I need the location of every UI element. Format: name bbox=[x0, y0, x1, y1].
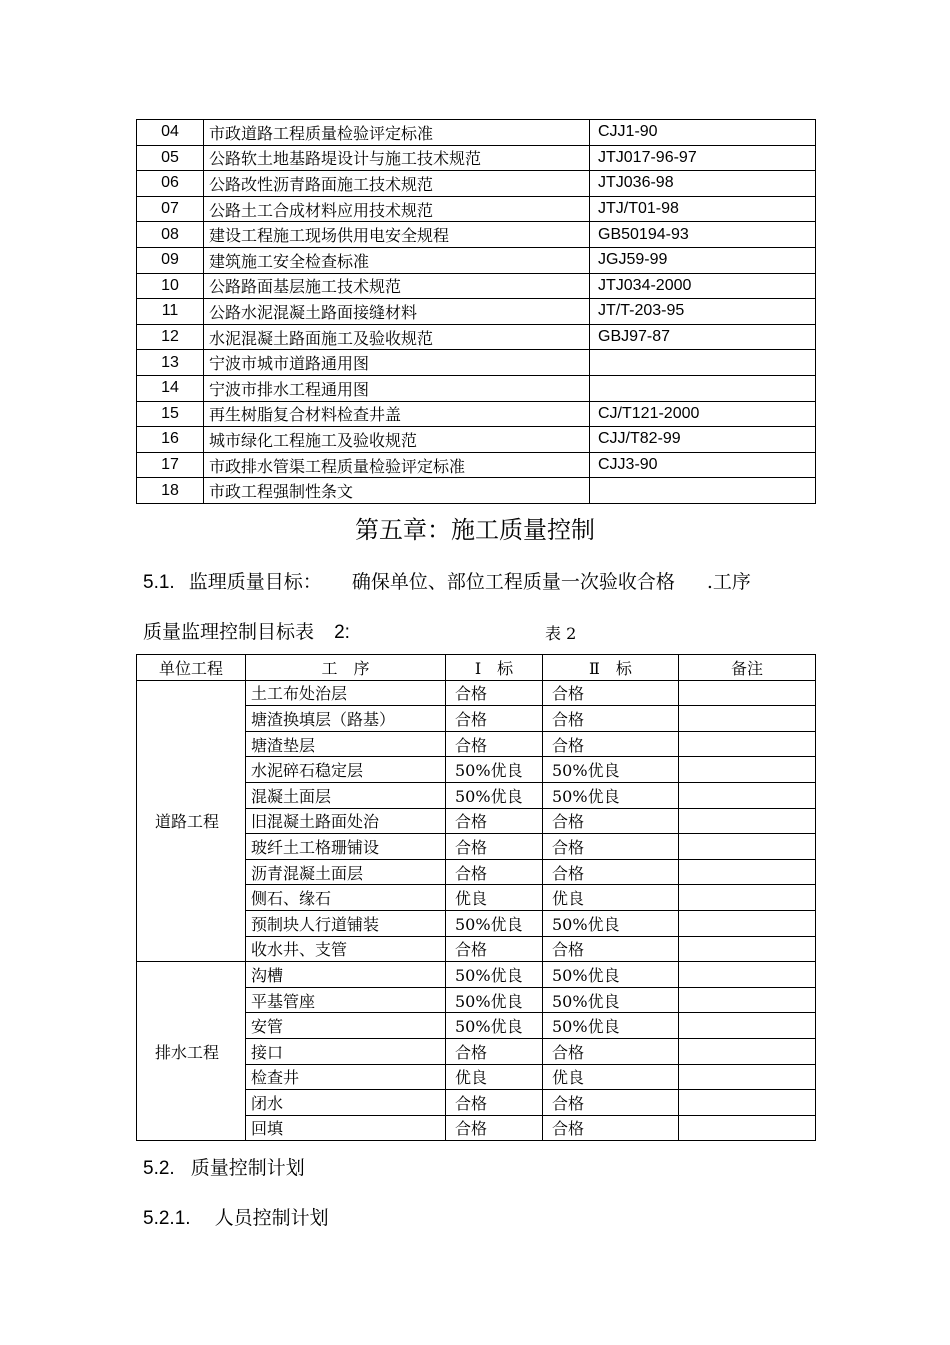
standard-name: 公路水泥混凝土路面接缝材料 bbox=[204, 299, 590, 325]
remark-cell bbox=[679, 936, 816, 962]
grade-1-cell: 合格 bbox=[446, 731, 543, 757]
quality-goal-table-body bbox=[137, 680, 816, 1141]
standard-code bbox=[590, 375, 816, 401]
standard-code bbox=[590, 350, 816, 376]
table-row bbox=[137, 962, 816, 988]
grade-2-cell: 合格 bbox=[543, 680, 679, 706]
remark-cell bbox=[679, 782, 816, 808]
process-cell: 沥青混凝土面层 bbox=[246, 859, 446, 885]
process-cell: 闭水 bbox=[246, 1090, 446, 1116]
table-row bbox=[137, 273, 816, 299]
row-number: 13 bbox=[137, 350, 204, 376]
table-row bbox=[137, 299, 816, 325]
unit-project-cell: 道路工程 bbox=[137, 680, 246, 962]
table-row bbox=[137, 247, 816, 273]
table-row bbox=[137, 120, 816, 146]
grade-1-cell: 合格 bbox=[446, 706, 543, 732]
table-row bbox=[137, 375, 816, 401]
process-cell: 接口 bbox=[246, 1038, 446, 1064]
grade-2-cell: 50%优良 bbox=[543, 1013, 679, 1039]
grade-2-cell: 优良 bbox=[543, 885, 679, 911]
grade-2-cell: 50%优良 bbox=[543, 757, 679, 783]
grade-1-cell: 合格 bbox=[446, 1115, 543, 1141]
row-number: 10 bbox=[137, 273, 204, 299]
header-grade-1: Ⅰ 标 bbox=[446, 655, 543, 681]
grade-1-cell: 合格 bbox=[446, 859, 543, 885]
section-text: 确保单位、部位工程质量一次验收合格 bbox=[351, 571, 675, 593]
remark-cell bbox=[679, 1038, 816, 1064]
standard-code: JTJ017-96-97 bbox=[590, 145, 816, 171]
standard-name: 建筑施工安全检查标准 bbox=[204, 247, 590, 273]
header-grade-2: Ⅱ 标 bbox=[543, 655, 679, 681]
row-number: 08 bbox=[137, 222, 204, 248]
grade-2-cell: 50%优良 bbox=[543, 782, 679, 808]
process-cell: 混凝土面层 bbox=[246, 782, 446, 808]
standard-code: JGJ59-99 bbox=[590, 247, 816, 273]
process-cell: 旧混凝土路面处治 bbox=[246, 808, 446, 834]
grade-2-cell: 合格 bbox=[543, 706, 679, 732]
chapter-title: 第五章：施工质量控制 bbox=[355, 516, 595, 544]
quality-goal-table bbox=[136, 654, 816, 1141]
grade-1-cell: 50%优良 bbox=[446, 962, 543, 988]
process-cell: 回填 bbox=[246, 1115, 446, 1141]
table-row bbox=[137, 680, 816, 706]
standard-name: 公路土工合成材料应用技术规范 bbox=[204, 196, 590, 222]
standard-name: 公路路面基层施工技术规范 bbox=[204, 273, 590, 299]
grade-1-cell: 优良 bbox=[446, 1064, 543, 1090]
remark-cell bbox=[679, 1064, 816, 1090]
standard-code: GB50194-93 bbox=[590, 222, 816, 248]
process-cell: 侧石、缘石 bbox=[246, 885, 446, 911]
section-title: 监理质量目标： bbox=[188, 571, 322, 593]
standard-name: 建设工程施工现场供用电安全规程 bbox=[204, 222, 590, 248]
standard-name: 公路改性沥青路面施工技术规范 bbox=[204, 171, 590, 197]
standard-name: 再生树脂复合材料检查井盖 bbox=[204, 401, 590, 427]
row-number: 04 bbox=[137, 120, 204, 146]
grade-2-cell: 合格 bbox=[543, 834, 679, 860]
standard-code: CJJ1-90 bbox=[590, 120, 816, 146]
remark-cell bbox=[679, 885, 816, 911]
process-cell: 收水井、支管 bbox=[246, 936, 446, 962]
section-text-tail: .工序 bbox=[706, 571, 751, 593]
grade-2-cell: 合格 bbox=[543, 1090, 679, 1116]
standard-name: 水泥混凝土路面施工及验收规范 bbox=[204, 324, 590, 350]
grade-2-cell: 优良 bbox=[543, 1064, 679, 1090]
grade-2-cell: 50%优良 bbox=[543, 987, 679, 1013]
grade-1-cell: 优良 bbox=[446, 885, 543, 911]
row-number: 12 bbox=[137, 324, 204, 350]
grade-1-cell: 合格 bbox=[446, 680, 543, 706]
unit-project-cell: 排水工程 bbox=[137, 962, 246, 1141]
table-row bbox=[137, 171, 816, 197]
process-cell: 玻纤土工格珊铺设 bbox=[246, 834, 446, 860]
grade-2-cell: 合格 bbox=[543, 808, 679, 834]
table-row bbox=[137, 401, 816, 427]
section-title: 质量控制计划 bbox=[190, 1157, 305, 1179]
standard-code: GBJ97-87 bbox=[590, 324, 816, 350]
remark-cell bbox=[679, 808, 816, 834]
header-unit: 单位工程 bbox=[137, 655, 246, 681]
standard-code: CJJ3-90 bbox=[590, 452, 816, 478]
standard-code: JT/T-203-95 bbox=[590, 299, 816, 325]
process-cell: 预制块人行道铺装 bbox=[246, 910, 446, 936]
row-number: 15 bbox=[137, 401, 204, 427]
grade-1-cell: 合格 bbox=[446, 1038, 543, 1064]
row-number: 16 bbox=[137, 427, 204, 453]
standard-name: 公路软土地基路堤设计与施工技术规范 bbox=[204, 145, 590, 171]
grade-2-cell: 合格 bbox=[543, 731, 679, 757]
grade-1-cell: 合格 bbox=[446, 936, 543, 962]
standard-code: JTJ034-2000 bbox=[590, 273, 816, 299]
section-5-1-line2 bbox=[143, 617, 350, 644]
remark-cell bbox=[679, 1115, 816, 1141]
grade-2-cell: 合格 bbox=[543, 859, 679, 885]
header-remark: 备注 bbox=[679, 655, 816, 681]
row-number: 11 bbox=[137, 299, 204, 325]
table-row bbox=[137, 196, 816, 222]
table-header-row bbox=[137, 655, 816, 681]
process-cell: 塘渣换填层（路基） bbox=[246, 706, 446, 732]
remark-cell bbox=[679, 962, 816, 988]
process-cell: 水泥碎石稳定层 bbox=[246, 757, 446, 783]
remark-cell bbox=[679, 910, 816, 936]
standard-code: JTJ036-98 bbox=[590, 171, 816, 197]
remark-cell bbox=[679, 680, 816, 706]
table-row bbox=[137, 427, 816, 453]
row-number: 17 bbox=[137, 452, 204, 478]
remark-cell bbox=[679, 1013, 816, 1039]
remark-cell bbox=[679, 987, 816, 1013]
row-number: 07 bbox=[137, 196, 204, 222]
section-5-2-1-line bbox=[143, 1203, 329, 1230]
standard-name: 市政工程强制性条文 bbox=[204, 478, 590, 504]
section-number: 5.1. bbox=[143, 572, 175, 593]
standard-name: 城市绿化工程施工及验收规范 bbox=[204, 427, 590, 453]
standard-code bbox=[590, 478, 816, 504]
grade-2-cell: 合格 bbox=[543, 1038, 679, 1064]
remark-cell bbox=[679, 731, 816, 757]
process-cell: 土工布处治层 bbox=[246, 680, 446, 706]
table-row bbox=[137, 222, 816, 248]
standard-name: 宁波市排水工程通用图 bbox=[204, 375, 590, 401]
standards-table-body bbox=[137, 120, 816, 504]
process-cell: 沟槽 bbox=[246, 962, 446, 988]
row-number: 05 bbox=[137, 145, 204, 171]
process-cell: 平基管座 bbox=[246, 987, 446, 1013]
table-row bbox=[137, 324, 816, 350]
row-number: 09 bbox=[137, 247, 204, 273]
remark-cell bbox=[679, 834, 816, 860]
standard-code: JTJ/T01-98 bbox=[590, 196, 816, 222]
section-title: 人员控制计划 bbox=[214, 1207, 329, 1229]
table-caption: 表 2 bbox=[545, 624, 577, 643]
remark-cell bbox=[679, 757, 816, 783]
table-row bbox=[137, 350, 816, 376]
standard-name: 市政排水管渠工程质量检验评定标准 bbox=[204, 452, 590, 478]
remark-cell bbox=[679, 706, 816, 732]
grade-1-cell: 50%优良 bbox=[446, 757, 543, 783]
remark-cell bbox=[679, 1090, 816, 1116]
section-text: 质量监理控制目标表 bbox=[143, 621, 315, 643]
section-number: 5.2.1. bbox=[143, 1208, 191, 1229]
row-number: 14 bbox=[137, 375, 204, 401]
section-5-2-line bbox=[143, 1153, 305, 1180]
grade-1-cell: 合格 bbox=[446, 808, 543, 834]
standard-code: CJ/T121-2000 bbox=[590, 401, 816, 427]
table-ref-number: 2: bbox=[334, 622, 350, 643]
grade-1-cell: 50%优良 bbox=[446, 1013, 543, 1039]
row-number: 18 bbox=[137, 478, 204, 504]
standard-code: CJJ/T82-99 bbox=[590, 427, 816, 453]
process-cell: 检查井 bbox=[246, 1064, 446, 1090]
grade-2-cell: 50%优良 bbox=[543, 962, 679, 988]
section-number: 5.2. bbox=[143, 1158, 175, 1179]
section-5-1-line bbox=[143, 567, 751, 594]
standard-name: 宁波市城市道路通用图 bbox=[204, 350, 590, 376]
grade-1-cell: 50%优良 bbox=[446, 910, 543, 936]
table-row bbox=[137, 145, 816, 171]
table-row bbox=[137, 452, 816, 478]
header-process: 工 序 bbox=[246, 655, 446, 681]
grade-2-cell: 合格 bbox=[543, 1115, 679, 1141]
row-number: 06 bbox=[137, 171, 204, 197]
grade-2-cell: 合格 bbox=[543, 936, 679, 962]
grade-1-cell: 50%优良 bbox=[446, 782, 543, 808]
table-row bbox=[137, 478, 816, 504]
grade-1-cell: 合格 bbox=[446, 1090, 543, 1116]
process-cell: 安管 bbox=[246, 1013, 446, 1039]
standard-name: 市政道路工程质量检验评定标准 bbox=[204, 120, 590, 146]
standards-table bbox=[136, 119, 816, 504]
grade-1-cell: 合格 bbox=[446, 834, 543, 860]
process-cell: 塘渣垫层 bbox=[246, 731, 446, 757]
grade-1-cell: 50%优良 bbox=[446, 987, 543, 1013]
remark-cell bbox=[679, 859, 816, 885]
grade-2-cell: 50%优良 bbox=[543, 910, 679, 936]
